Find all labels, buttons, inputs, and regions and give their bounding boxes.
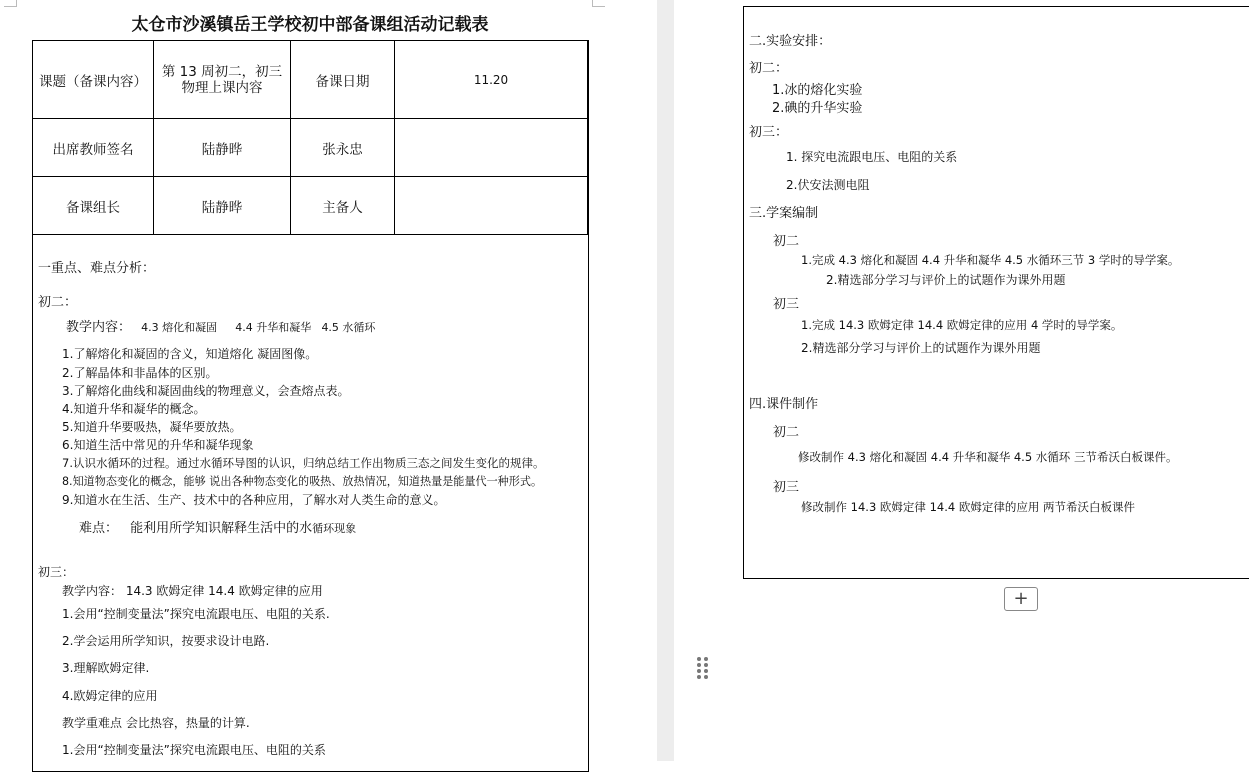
topic-value[interactable]: [154, 41, 291, 119]
grade2-label: 初二: [773, 234, 800, 249]
lead-preparer-value[interactable]: [395, 177, 588, 235]
list-item: 1. 探究电流跟电压、电阻的关系: [786, 150, 958, 164]
list-item: 2.精选部分学习与评价上的试题作为课外用题: [826, 273, 1066, 287]
record-table-frame: [32, 40, 589, 772]
difficulty: [79, 517, 356, 536]
grade3-label: 初三: [773, 297, 800, 312]
attendee-3[interactable]: [395, 119, 588, 177]
grade2-label: 初二：: [38, 295, 78, 310]
content-part: 4.3 熔化和凝固: [141, 321, 218, 334]
page-corner-mark: [4, 0, 17, 7]
list-item: 1.完成 14.3 欧姆定律 14.4 欧姆定律的应用 4 学时的导学案。: [801, 318, 1123, 332]
list-item: 1.完成 4.3 熔化和凝固 4.4 升华和凝华 4.5 水循环三节 3 学时的导学案。: [801, 253, 1180, 267]
content-part: 4.4 升华和凝华: [235, 321, 312, 334]
study-guide-heading: 三.学案编制: [749, 206, 819, 221]
key-point: 教学重难点 会比热容，热量的计算.: [62, 716, 250, 730]
grade3-content: 教学内容： 14.3 欧姆定律 14.4 欧姆定律的应用: [62, 584, 323, 598]
list-item: 6.知道生活中常见的升华和凝华现象: [62, 438, 254, 452]
leader-label: 备课组长: [33, 177, 154, 235]
date-value[interactable]: 11.20: [395, 41, 588, 119]
table-row: [33, 119, 588, 177]
list-item: 9.知道水在生活、生产、技术中的各种应用，了解水对人类生命的意义。: [62, 493, 446, 507]
list-item: 7.认识水循环的过程。通过水循环导图的认识，归纳总结工作出物质三态之间发生变化的规律。: [62, 456, 545, 470]
info-table: [32, 40, 588, 235]
add-row-button[interactable]: +: [1004, 587, 1038, 611]
attendees-label: 出席教师签名: [33, 119, 154, 177]
list-item: 2.碘的升华实验: [772, 101, 863, 116]
table-row: [33, 41, 588, 119]
list-item: 5.知道升华要吸热，凝华要放热。: [62, 420, 242, 434]
topic-line-1: 第 13 周初二，初三: [161, 63, 283, 80]
list-item: 3.理解欧姆定律.: [62, 661, 150, 675]
date-label: 备课日期: [291, 41, 395, 119]
grade2-label: 初二: [773, 425, 800, 440]
attendee-1[interactable]: 陆静晔: [154, 119, 291, 177]
page-corner-mark: [592, 0, 605, 7]
section-heading: 一重点、难点分析：: [38, 261, 156, 276]
experiment-heading: 二.实验安排：: [749, 34, 832, 49]
leader-value[interactable]: 陆静晔: [154, 177, 291, 235]
topic-line-2: 物理上课内容: [181, 79, 263, 96]
list-item: 1.冰的熔化实验: [772, 83, 863, 98]
grade3-label: 初三：: [38, 565, 75, 579]
list-item: 4.欧姆定律的应用: [62, 689, 158, 703]
list-item: 2.了解晶体和非晶体的区别。: [62, 366, 218, 380]
grade3-label: 初三: [773, 480, 800, 495]
list-item: 2.伏安法测电阻: [786, 178, 870, 192]
document-title: 太仓市沙溪镇岳王学校初中部备课组活动记载表: [131, 15, 489, 35]
lead-preparer-label: 主备人: [291, 177, 395, 235]
drag-handle-icon[interactable]: [697, 657, 711, 679]
list-item: 4.知道升华和凝华的概念。: [62, 402, 206, 416]
grade2-label: 初二：: [749, 61, 789, 76]
list-item: 1.会用“控制变量法”探究电流跟电压、电阻的关系: [62, 743, 326, 757]
difficulty-label: 难点：: [79, 521, 119, 536]
difficulty-text: 能利用所学知识解释生活中的水: [130, 521, 313, 536]
attendee-2[interactable]: 张永忠: [291, 119, 395, 177]
list-item: 1.了解熔化和凝固的含义，知道熔化 凝固图像。: [62, 347, 318, 361]
page-gutter: [657, 0, 674, 761]
content-part: 4.5 水循环: [321, 321, 376, 334]
courseware-text: 修改制作 14.3 欧姆定律 14.4 欧姆定律的应用 两节希沃白板课件: [801, 500, 1135, 514]
grade3-label: 初三：: [749, 125, 789, 140]
list-item: 3.了解熔化曲线和凝固曲线的物理意义，会查熔点表。: [62, 384, 350, 398]
grade2-content: [66, 316, 375, 335]
list-item: 8.知道物态变化的概念，能够 说出各种物态变化的吸热、放热情况，知道热量是能量代一种形式。: [62, 475, 543, 488]
table-row: [33, 177, 588, 235]
list-item: 2.学会运用所学知识，按要求设计电路.: [62, 634, 270, 648]
list-item: 1.会用“控制变量法”探究电流跟电压、电阻的关系.: [62, 607, 330, 621]
courseware-text: 修改制作 4.3 熔化和凝固 4.4 升华和凝华 4.5 水循环 三节希沃白板课件。: [798, 450, 1178, 464]
courseware-heading: 四.课件制作: [749, 397, 819, 412]
difficulty-text-small: 循环现象: [312, 522, 357, 535]
list-item: 2.精选部分学习与评价上的试题作为课外用题: [801, 341, 1041, 355]
content-label: 教学内容：: [66, 320, 132, 335]
topic-label: 课题（备课内容）: [33, 41, 154, 119]
